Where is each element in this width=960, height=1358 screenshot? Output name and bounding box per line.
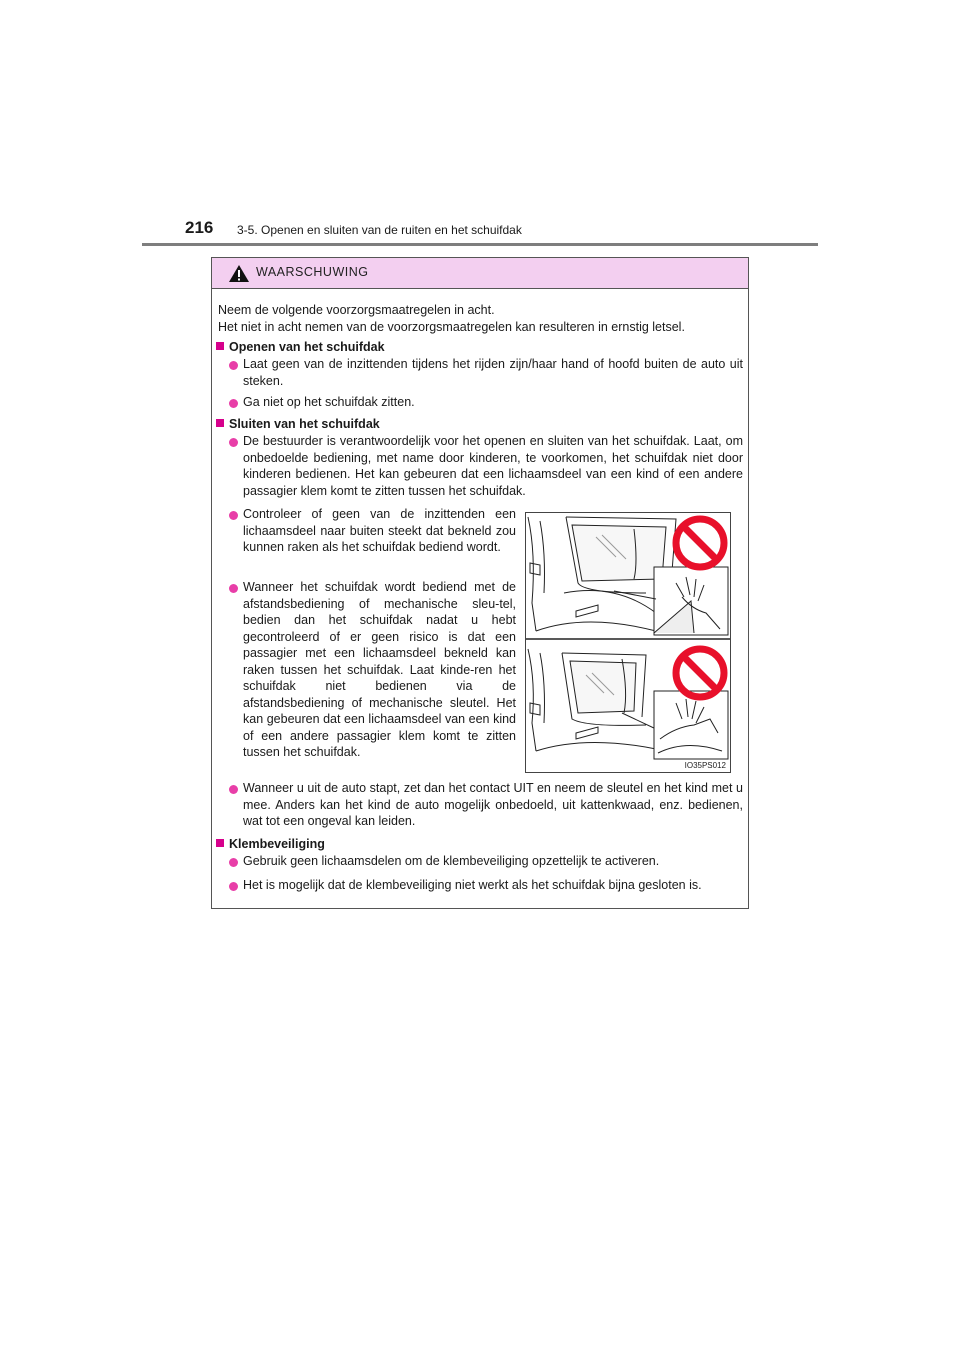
warning-triangle-icon xyxy=(228,264,250,283)
square-bullet-icon xyxy=(216,839,224,847)
list-item: Het is mogelijk dat de klembeveiliging niet werkt als het schuifdak bijna gesloten is. xyxy=(243,878,702,892)
list-item: Ga niet op het schuifdak zitten. xyxy=(243,395,415,409)
circle-bullet-icon xyxy=(229,399,238,408)
list-item: Laat geen van de inzittenden tijdens het rijden zijn/haar hand of hoofd buiten de auto uit steken. xyxy=(243,357,743,388)
list-item: Wanneer u uit de auto stapt, zet dan het contact UIT en neem de sleutel en het kind met u mee. Anders kan het kind de auto mogelijk onbedoeld, uit kattenkwaad, enz. bedienen, wat tot een ongeval kan leiden. xyxy=(243,781,743,828)
circle-bullet-icon xyxy=(229,511,238,520)
warning-header xyxy=(212,258,748,289)
page-number: 216 xyxy=(185,218,214,237)
warning-intro xyxy=(218,302,743,335)
section-heading-opening: Openen van het schuifdak xyxy=(216,339,385,355)
list-item: Gebruik geen lichaamsdelen om de klembeveiliging opzettelijk te activeren. xyxy=(243,854,660,868)
intro-line-2: Het niet in acht nemen van de voorzorgsmaatregelen kan resulteren in ernstig letsel. xyxy=(218,319,685,334)
header-rule xyxy=(142,243,818,246)
list-item: Controleer of geen van de inzittenden een lichaamsdeel naar buiten steekt dat bekneld zou kunnen raken als het schuifdak bediend wordt. xyxy=(243,507,516,554)
section-heading-closing: Sluiten van het schuifdak xyxy=(216,416,380,432)
warning-title: WAARSCHUWING xyxy=(256,265,369,279)
square-bullet-icon xyxy=(216,419,224,427)
circle-bullet-icon xyxy=(229,361,238,370)
circle-bullet-icon xyxy=(229,858,238,867)
sunroof-drawing xyxy=(526,513,730,772)
chapter-title: 3-5. Openen en sluiten van de ruiten en het schuifdak xyxy=(237,223,522,237)
section-heading-pinch-protection: Klembeveiliging xyxy=(216,836,325,852)
list-item: De bestuurder is verantwoordelijk voor het openen en sluiten van het schuifdak. Laat, om onbedoelde bediening, met name door kinderen, te voorkomen, het schuifdak niet door kinderen bedienen. Het kan gebeuren dat een lichaamsdeel van een kind of een andere passagier klem komt te zitten tussen het schuifdak. xyxy=(243,434,743,498)
circle-bullet-icon xyxy=(229,785,238,794)
circle-bullet-icon xyxy=(229,584,238,593)
circle-bullet-icon xyxy=(229,438,238,447)
sunroof-illustration xyxy=(525,512,731,773)
intro-line-1: Neem de volgende voorzorgsmaatregelen in acht. xyxy=(218,303,495,317)
figure-code: IO35PS012 xyxy=(684,761,726,770)
circle-bullet-icon xyxy=(229,882,238,891)
list-item: Wanneer het schuifdak wordt bediend met de afstandsbediening of mechanische sleu-tel, bedien dan het schuifdak nadat u hebt gecontroleerd of er geen risico is dat een passagier met een lichaamsdeel bekneld kan raken tussen het schuifdak. Laat kinde-ren het schuifdak niet bedienen via de afstandsbediening of mechanische sleutel. Het kan gebeuren dat een lichaamsdeel van een kind of een andere passagier klem komt te zitten tussen het schuifdak. xyxy=(243,580,516,759)
square-bullet-icon xyxy=(216,342,224,350)
